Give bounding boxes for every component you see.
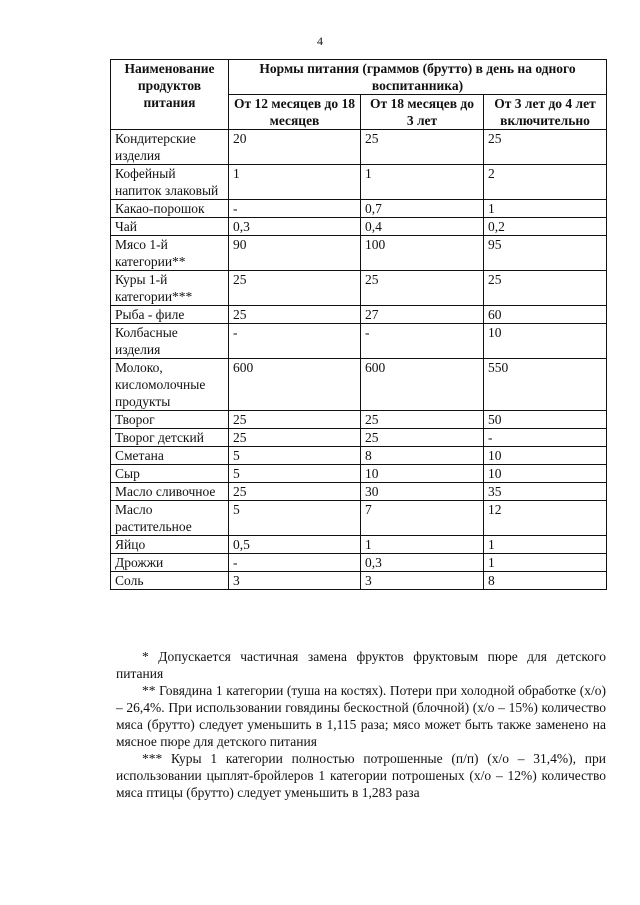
value-3-4-years-cell: 1 [484,200,607,218]
value-3-4-years-cell: 35 [484,483,607,501]
value-12-18-months-cell: 5 [229,447,361,465]
value-18-months-3-years-cell: 25 [361,429,484,447]
product-name-cell: Куры 1-й категории*** [111,271,229,306]
table-row [111,429,607,447]
value-12-18-months-cell: 25 [229,429,361,447]
value-3-4-years-cell: 8 [484,572,607,590]
value-12-18-months-cell: 5 [229,501,361,536]
table-row [111,572,607,590]
table-row [111,536,607,554]
product-name-cell: Колбасные изделия [111,324,229,359]
value-3-4-years-cell: 60 [484,306,607,324]
product-name-cell: Сметана [111,447,229,465]
header-age-group-1: От 12 месяцев до 18 месяцев [229,95,361,130]
value-18-months-3-years-cell: 30 [361,483,484,501]
product-name-cell: Масло сливочное [111,483,229,501]
value-18-months-3-years-cell: 0,7 [361,200,484,218]
table-row [111,130,607,165]
value-18-months-3-years-cell: 100 [361,236,484,271]
value-3-4-years-cell: - [484,429,607,447]
value-18-months-3-years-cell: 0,3 [361,554,484,572]
table-header-row [111,60,607,95]
header-age-group-2: От 18 месяцев до 3 лет [361,95,484,130]
value-18-months-3-years-cell: 25 [361,130,484,165]
table-row [111,165,607,200]
value-18-months-3-years-cell: 25 [361,271,484,306]
table-row [111,465,607,483]
value-12-18-months-cell: 25 [229,411,361,429]
value-12-18-months-cell: 20 [229,130,361,165]
value-12-18-months-cell: 0,3 [229,218,361,236]
value-18-months-3-years-cell: 10 [361,465,484,483]
product-name-cell: Творог детский [111,429,229,447]
product-name-cell: Мясо 1-й категории** [111,236,229,271]
value-3-4-years-cell: 1 [484,554,607,572]
value-3-4-years-cell: 10 [484,324,607,359]
value-12-18-months-cell: 5 [229,465,361,483]
product-name-cell: Яйцо [111,536,229,554]
page-number: 4 [317,34,323,48]
value-3-4-years-cell: 550 [484,359,607,411]
product-name-cell: Дрожжи [111,554,229,572]
value-12-18-months-cell: - [229,324,361,359]
value-12-18-months-cell: - [229,200,361,218]
value-3-4-years-cell: 0,2 [484,218,607,236]
value-18-months-3-years-cell: 8 [361,447,484,465]
product-name-cell: Кофейный напиток злаковый [111,165,229,200]
product-name-cell: Молоко, кисломолочные продукты [111,359,229,411]
header-age-group-3: От 3 лет до 4 лет включительно [484,95,607,130]
table-row [111,483,607,501]
table-row [111,359,607,411]
table-row [111,554,607,572]
header-product-name: Наименование продуктов питания [111,60,229,130]
product-name-cell: Какао-порошок [111,200,229,218]
footnote-beef: ** Говядина 1 категории (туша на костях). Потери при холодной обработке (х/о) – 26,4%. При использовании говядины бескостной (блочной) (х/о – 15%) количество мяса (брутто) следует уменьшить в 1,115 раза; мясо может быть также заменено на мясное пюре для детского питания [116,683,606,749]
table-row [111,324,607,359]
table-row [111,271,607,306]
value-12-18-months-cell: 0,5 [229,536,361,554]
value-18-months-3-years-cell: 1 [361,536,484,554]
value-18-months-3-years-cell: 25 [361,411,484,429]
footnote-fruit-puree: * Допускается частичная замена фруктов фруктовым пюре для детского питания [116,649,606,681]
product-name-cell: Кондитерские изделия [111,130,229,165]
value-18-months-3-years-cell: 3 [361,572,484,590]
table-row [111,447,607,465]
product-name-cell: Масло растительное [111,501,229,536]
value-18-months-3-years-cell: 600 [361,359,484,411]
product-name-cell: Рыба - филе [111,306,229,324]
table-row [111,236,607,271]
value-3-4-years-cell: 2 [484,165,607,200]
value-12-18-months-cell: 25 [229,306,361,324]
value-12-18-months-cell: 600 [229,359,361,411]
product-name-cell: Чай [111,218,229,236]
product-name-cell: Творог [111,411,229,429]
table-row [111,411,607,429]
value-3-4-years-cell: 50 [484,411,607,429]
table-row [111,200,607,218]
value-18-months-3-years-cell: 1 [361,165,484,200]
value-3-4-years-cell: 25 [484,130,607,165]
value-12-18-months-cell: 25 [229,271,361,306]
value-3-4-years-cell: 10 [484,465,607,483]
value-3-4-years-cell: 1 [484,536,607,554]
product-name-cell: Соль [111,572,229,590]
value-3-4-years-cell: 10 [484,447,607,465]
nutrition-norms-table [110,59,607,590]
table-row [111,306,607,324]
table-row [111,218,607,236]
header-norms-group: Нормы питания (граммов (брутто) в день на одного воспитанника) [229,60,607,95]
footnotes [116,648,606,801]
value-18-months-3-years-cell: 27 [361,306,484,324]
value-3-4-years-cell: 12 [484,501,607,536]
value-18-months-3-years-cell: - [361,324,484,359]
value-12-18-months-cell: 1 [229,165,361,200]
value-18-months-3-years-cell: 7 [361,501,484,536]
value-12-18-months-cell: - [229,554,361,572]
table-row [111,501,607,536]
value-3-4-years-cell: 95 [484,236,607,271]
value-3-4-years-cell: 25 [484,271,607,306]
product-name-cell: Сыр [111,465,229,483]
value-12-18-months-cell: 3 [229,572,361,590]
value-12-18-months-cell: 25 [229,483,361,501]
footnote-chicken: *** Куры 1 категории полностью потрошенные (п/п) (х/о – 31,4%), при использовании цыплят-бройлеров 1 категории потрошеных (х/о – 12%) количество мяса птицы (брутто) следует уменьшить в 1,283 раза [116,751,606,800]
value-12-18-months-cell: 90 [229,236,361,271]
value-18-months-3-years-cell: 0,4 [361,218,484,236]
